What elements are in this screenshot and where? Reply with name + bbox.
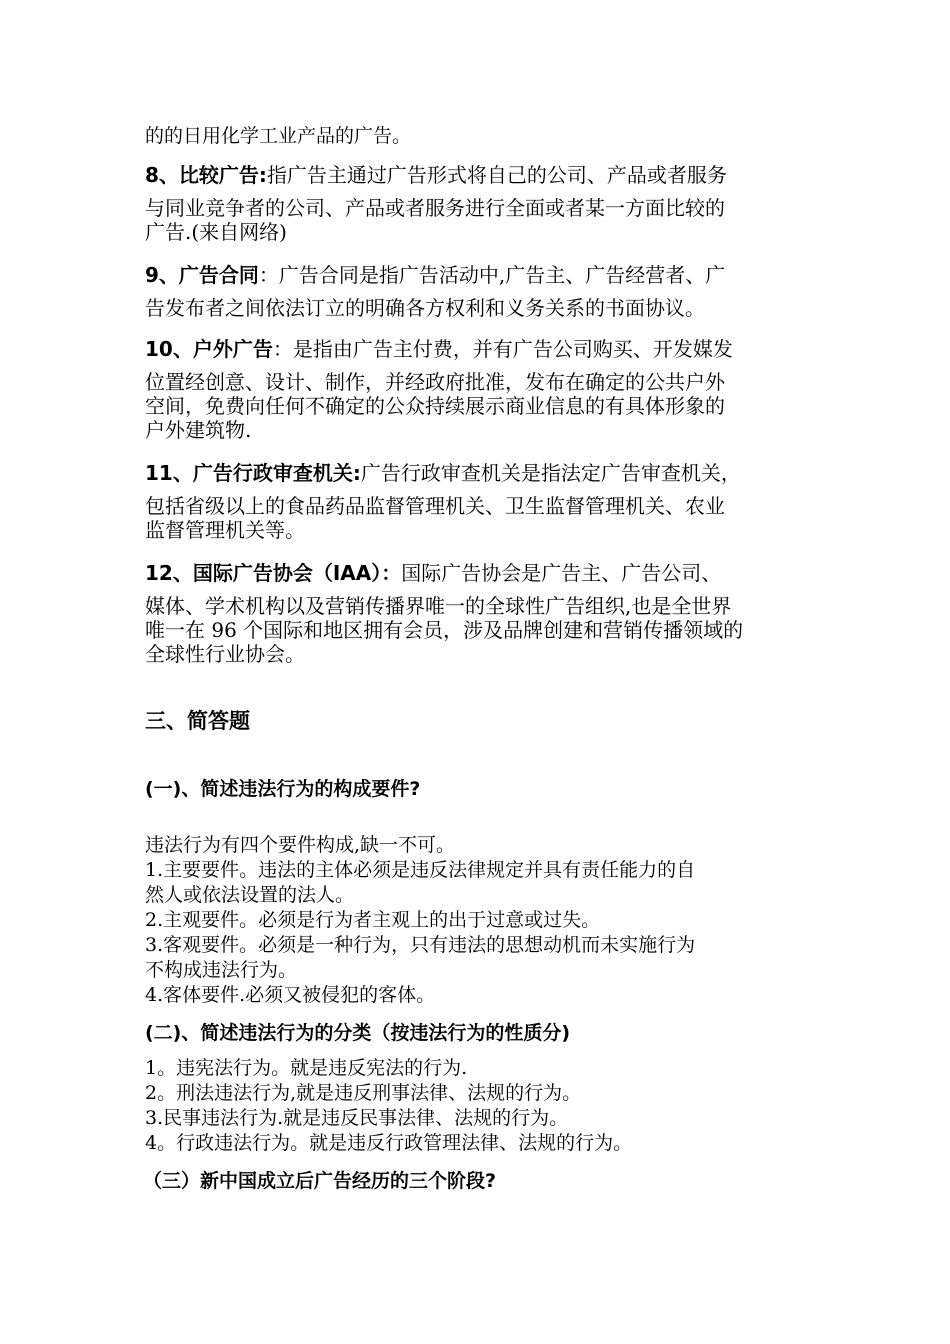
q1-line-7: 4.客体要件.必须又被侵犯的客体。 [145, 984, 436, 1006]
definition-10-term: 10、户外广告 [145, 337, 273, 361]
definition-11-line1: 广告行政审查机关是指法定广告审查机关， [360, 461, 741, 485]
definition-11-rest-line-2: 监督管理机关等。 [145, 518, 305, 542]
q2-line-1: 1。违宪法行为。就是违反宪法的行为. [145, 1057, 468, 1079]
definition-8-rest [145, 196, 815, 244]
definition-12-rest-line-2: 唯一在 96 个国际和地区拥有会员，涉及品牌创建和营销传播领域的 [145, 618, 744, 642]
q1-line-3: 然人或依法设置的法人。 [145, 884, 355, 906]
definition-12-first-line [145, 558, 815, 588]
definition-10-rest [145, 370, 815, 442]
definition-12-rest [145, 594, 815, 666]
definition-9 [145, 260, 815, 320]
definition-12 [145, 558, 815, 666]
definition-10-first-line [145, 334, 815, 364]
definition-12-rest-line-3: 全球性行业协会。 [145, 642, 305, 666]
definition-10-rest-line-3: 户外建筑物. [145, 418, 252, 442]
q2-line-2: 2。刑法违法行为,就是违反刑事法律、法规的行为。 [145, 1082, 582, 1104]
definition-11-rest-line-1: 包括省级以上的食品药品监督管理机关、卫生监督管理机关、农业 [145, 494, 725, 518]
definition-10 [145, 334, 815, 442]
definition-9-line1: ：广告合同是指广告活动中,广告主、广告经营者、广 [258, 263, 726, 287]
definition-10-line1: ：是指由广告主付费，并有广告公司购买、开发媒发 [272, 337, 733, 361]
q1-line-1: 违法行为有四个要件构成,缺一不可。 [145, 834, 456, 856]
intro-line: 的的日用化学工业产品的广告。 [145, 125, 412, 147]
definition-11-first-line [145, 458, 815, 488]
definition-9-rest [145, 296, 815, 320]
q2-line-3: 3.民事违法行为.就是违反民事法律、法规的行为。 [145, 1107, 569, 1129]
definition-8-first-line [145, 160, 815, 190]
definition-8-term: 8、比较广告: [145, 163, 267, 187]
definition-8-line1: 指广告主通过广告形式将自己的公司、产品或者服务 [266, 163, 727, 187]
q1-line-2: 1.主要要件。违法的主体必须是违反法律规定并具有责任能力的自 [145, 859, 696, 881]
section-title: 三、简答题 [145, 709, 250, 733]
definition-10-rest-line-2: 空间，免费向任何不确定的公众持续展示商业信息的有具体形象的 [145, 394, 725, 418]
q1-line-6: 不构成违法行为。 [145, 959, 298, 981]
definition-8-rest-line-1: 与同业竞争者的公司、产品或者服务进行全面或者某一方面比较的 [145, 196, 725, 220]
definition-8-rest-line-2: 广告.(来自网络) [145, 220, 287, 244]
q2-title: (二)、简述违法行为的分类（按违法行为的性质分) [145, 1022, 571, 1044]
definition-11 [145, 458, 815, 542]
q2-line-4: 4。行政违法行为。就是违反行政管理法律、法规的行为。 [145, 1132, 633, 1154]
definition-12-line1: 国际广告协会是广告主、广告公司、 [401, 561, 722, 585]
definition-9-first-line [145, 260, 815, 290]
q1-line-4: 2.主观要件。必须是行为者主观上的出于过意或过失。 [145, 909, 601, 931]
definition-11-term: 11、广告行政审查机关: [145, 461, 361, 485]
q3-title: （三）新中国成立后广告经历的三个阶段? [143, 1170, 497, 1192]
definition-9-rest-line-1: 告发布者之间依法订立的明确各方权利和义务关系的书面协议。 [145, 296, 705, 320]
definition-12-term: 12、国际广告协会（IAA）： [145, 561, 402, 585]
q1-title: (一)、简述违法行为的构成要件? [145, 778, 421, 800]
definition-9-term: 9、广告合同 [145, 263, 259, 287]
definition-11-rest [145, 494, 815, 542]
definition-12-rest-line-1: 媒体、学术机构以及营销传播界唯一的全球性广告组织,也是全世界 [145, 594, 732, 618]
definition-8 [145, 160, 815, 244]
q1-line-5: 3.客观要件。必须是一种行为，只有违法的思想动机而未实施行为 [145, 934, 696, 956]
definition-10-rest-line-1: 位置经创意、设计、制作，并经政府批准，发布在确定的公共户外 [145, 370, 725, 394]
